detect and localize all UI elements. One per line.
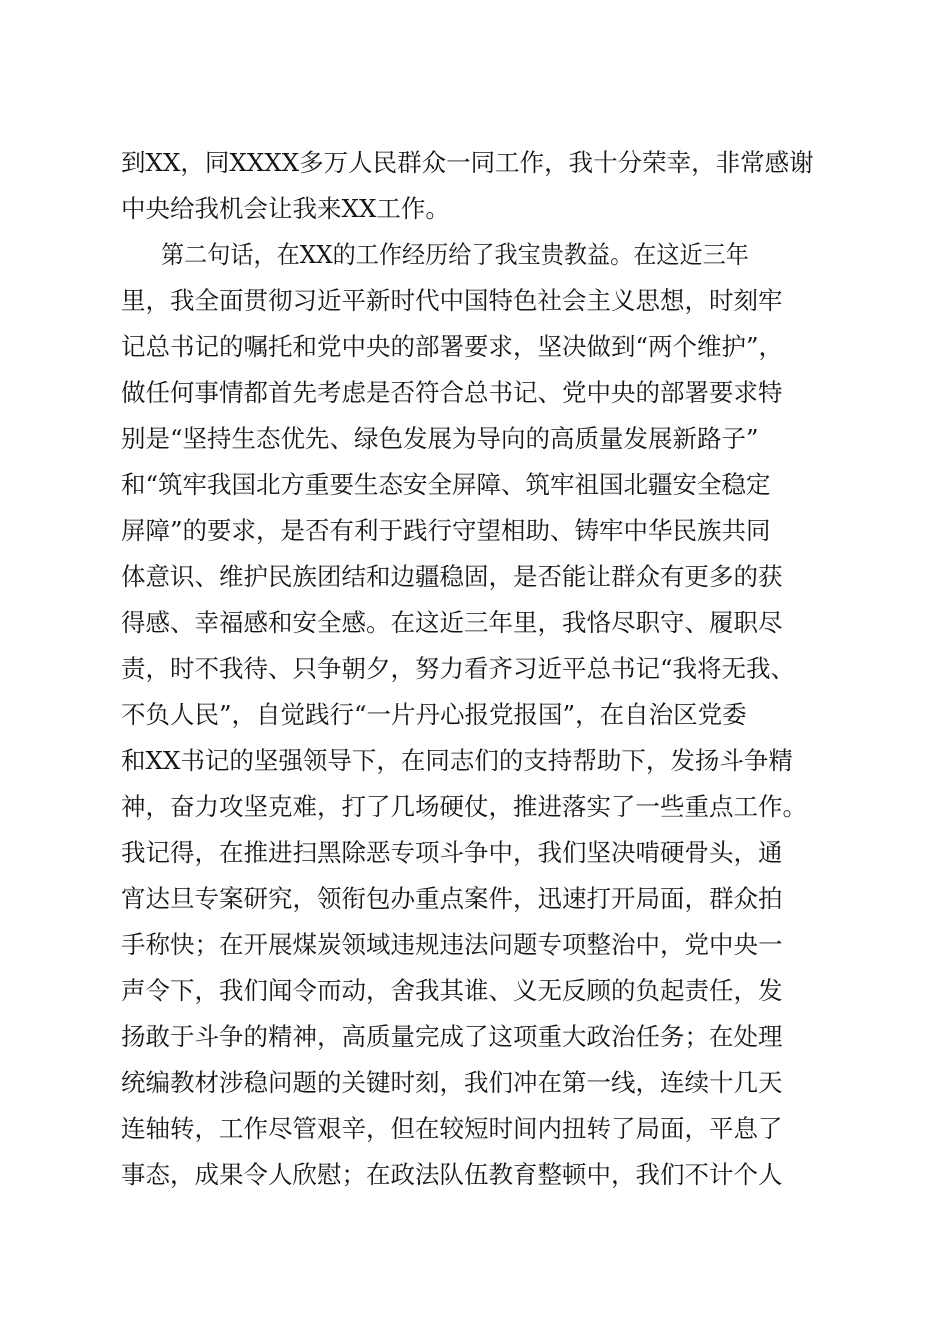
paragraph-line: 神，奋力攻坚克难，打了几场硬仗，推进落实了一些重点工作。 bbox=[121, 792, 807, 821]
paragraph-line: 别是“坚持生态优先、绿色发展为导向的高质量发展新路子” bbox=[121, 424, 759, 453]
paragraph-line: 事态，成果令人欣慰；在政法队伍教育整顿中，我们不计个人 bbox=[121, 1160, 783, 1189]
paragraph-line: 体意识、维护民族团结和边疆稳固，是否能让群众有更多的获 bbox=[121, 562, 783, 591]
paragraph-line: 声令下，我们闻令而动，舍我其谁、义无反顾的负起责任，发 bbox=[121, 976, 783, 1005]
paragraph-line: 屏障”的要求，是否有利于践行守望相助、铸牢中华民族共同 bbox=[121, 516, 771, 545]
paragraph-line: 和XX书记的坚强领导下，在同志们的支持帮助下，发扬斗争精 bbox=[121, 746, 793, 775]
paragraph-line: 和“筑牢我国北方重要生态安全屏障、筑牢祖国北疆安全稳定 bbox=[121, 470, 771, 499]
paragraph-line: 手称快；在开展煤炭领域违规违法问题专项整治中，党中央一 bbox=[121, 930, 783, 959]
paragraph-line: 到XX，同XXXX多万人民群众一同工作，我十分荣幸，非常感谢 bbox=[121, 148, 814, 177]
paragraph-line: 第二句话，在XX的工作经历给了我宝贵教益。在这近三年 bbox=[161, 240, 749, 269]
paragraph-line: 不负人民”，自觉践行“一片丹心报党报国”，在自治区党委 bbox=[121, 700, 747, 729]
paragraph-line: 宵达旦专案研究，领衔包办重点案件，迅速打开局面，群众拍 bbox=[121, 884, 783, 913]
paragraph-line: 统编教材涉稳问题的关键时刻，我们冲在第一线，连续十几天 bbox=[121, 1068, 783, 1097]
paragraph-line: 做任何事情都首先考虑是否符合总书记、党中央的部署要求特 bbox=[121, 378, 783, 407]
paragraph-line: 责，时不我待、只争朝夕，努力看齐习近平总书记“我将无我、 bbox=[121, 654, 796, 683]
paragraph-line: 里，我全面贯彻习近平新时代中国特色社会主义思想，时刻牢 bbox=[121, 286, 783, 315]
paragraph-line: 得感、幸福感和安全感。在这近三年里，我恪尽职守、履职尽 bbox=[121, 608, 783, 637]
paragraph-line: 中央给我机会让我来XX工作。 bbox=[121, 194, 450, 223]
paragraph-line: 记总书记的嘱托和党中央的部署要求，坚决做到“两个维护”， bbox=[121, 332, 784, 361]
paragraph-line: 我记得，在推进扫黑除恶专项斗争中，我们坚决啃硬骨头，通 bbox=[121, 838, 783, 867]
paragraph-line: 扬敢于斗争的精神，高质量完成了这项重大政治任务；在处理 bbox=[121, 1022, 783, 1051]
paragraph-line: 连轴转，工作尽管艰辛，但在较短时间内扭转了局面，平息了 bbox=[121, 1114, 783, 1143]
